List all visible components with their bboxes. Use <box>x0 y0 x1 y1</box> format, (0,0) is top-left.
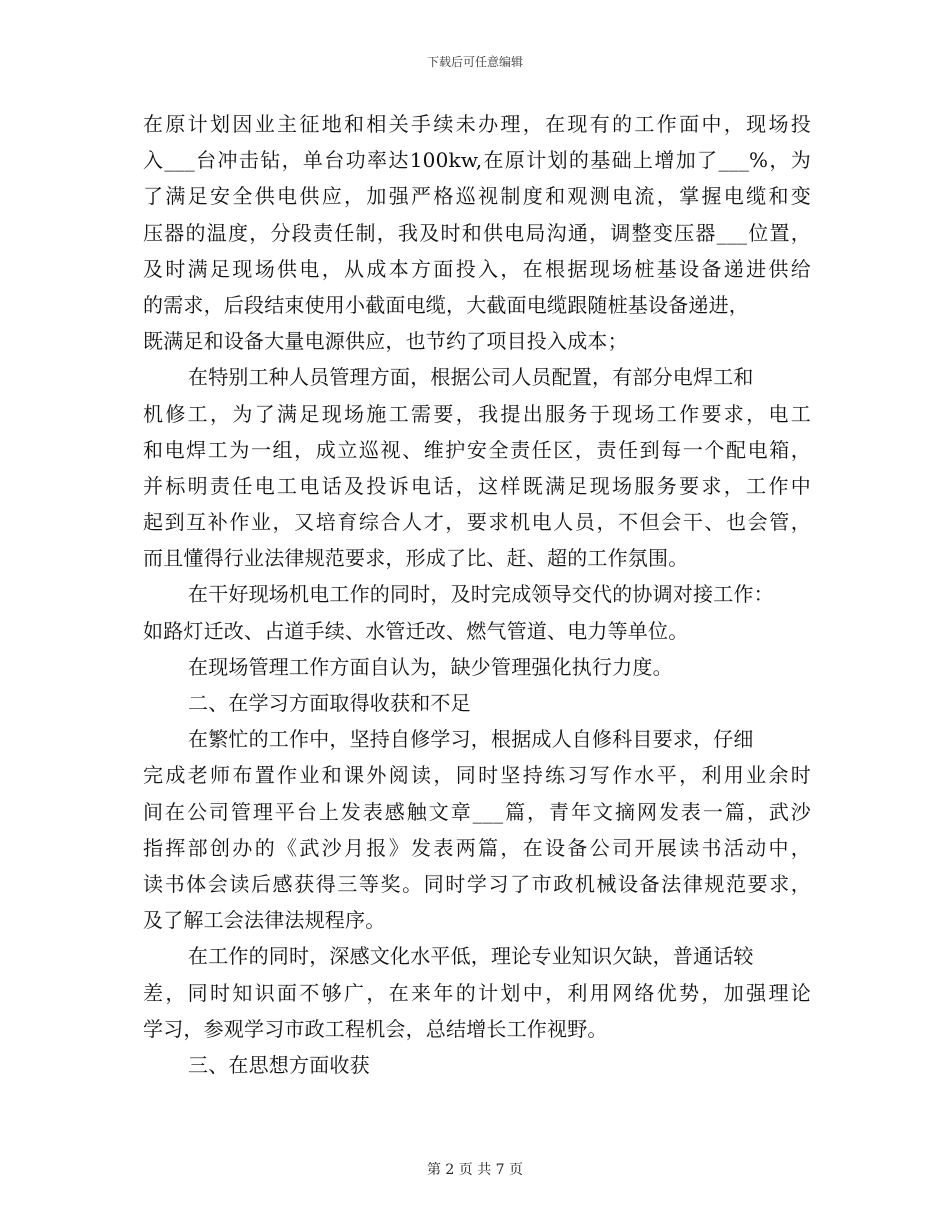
text-line: 读书体会读后感获得三等奖。同时学习了市政机械设备法律规范要求， <box>143 871 811 896</box>
text-line: 三、在思想方面收获 <box>188 1052 370 1077</box>
text-line: 并标明责任电工电话及投诉电话，这样既满足现场服务要求，工作中 <box>143 473 811 498</box>
text-line: 在原计划因业主征地和相关手续未办理，在现有的工作面中，现场投 <box>143 112 811 136</box>
text-line: 既满足和设备大量电源供应，也节约了项目投入成本； <box>143 329 628 354</box>
page-number: 第 2 页 共 7 页 <box>426 1162 524 1178</box>
text-line: 在特别工种人员管理方面，根据公司人员配置，有部分电焊工和 <box>188 365 754 390</box>
text-line: 在干好现场机电工作的同时，及时完成领导交代的协调对接工作： <box>188 582 774 607</box>
text-line: 的需求，后段结束使用小截面电缆，大截面电缆跟随桩基设备递进， <box>143 292 749 317</box>
page-header: 下载后可任意编辑 <box>426 55 523 69</box>
text-line: 及时满足现场供电，从成本方面投入，在根据现场桩基设备递进供给 <box>143 256 811 281</box>
text-line: 及了解工会法律法规程序。 <box>143 908 386 933</box>
text-line: 二、在学习方面取得收获和不足 <box>188 691 471 715</box>
text-line: 机修工，为了满足现场施工需要，我提出服务于现场工作要求，电工 <box>143 401 811 426</box>
text-line: 在现场管理工作方面自认为，缺少管理强化执行力度。 <box>188 654 673 679</box>
text-line: 在工作的同时，深感文化水平低，理论专业知识欠缺，普通话较 <box>188 944 754 969</box>
text-line: 指挥部创办的《武沙月报》发表两篇，在设备公司开展读书活动中， <box>143 835 811 860</box>
text-line: 学习，参观学习市政工程机会，总结增长工作视野。 <box>143 1016 608 1041</box>
text-line: 而且懂得行业法律规范要求，形成了比、赶、超的工作氛围。 <box>143 546 689 571</box>
text-line: 差，同时知识面不够广，在来年的计划中，利用网络优势，加强理论 <box>143 980 811 1005</box>
document-body <box>143 106 811 1083</box>
text-line: 如路灯迁改、占道手续、水管迁改、燃气管道、电力等单位。 <box>143 618 689 643</box>
text-line: 间在公司管理平台上发表感触文章___篇，青年文摘网发表一篇，武沙 <box>143 799 811 824</box>
text-line: 入___台冲击钻，单台功率达100kw,在原计划的基础上增加了___%，为 <box>143 148 811 173</box>
text-line: 了满足安全供电供应，加强严格巡视制度和观测电流，掌握电缆和变 <box>143 184 811 209</box>
text-line: 在繁忙的工作中，坚持自修学习，根据成人自修科目要求，仔细 <box>188 727 754 752</box>
text-line: 和电焊工为一组，成立巡视、维护安全责任区，责任到每一个配电箱， <box>143 437 811 462</box>
text-line: 压器的温度，分段责任制，我及时和供电局沟通，调整变压器___位置， <box>143 220 811 245</box>
text-line: 起到互补作业，又培育综合人才，要求机电人员，不但会干、也会管， <box>143 510 811 535</box>
text-line: 完成老师布置作业和课外阅读，同时坚持练习写作水平，利用业余时 <box>143 763 811 788</box>
